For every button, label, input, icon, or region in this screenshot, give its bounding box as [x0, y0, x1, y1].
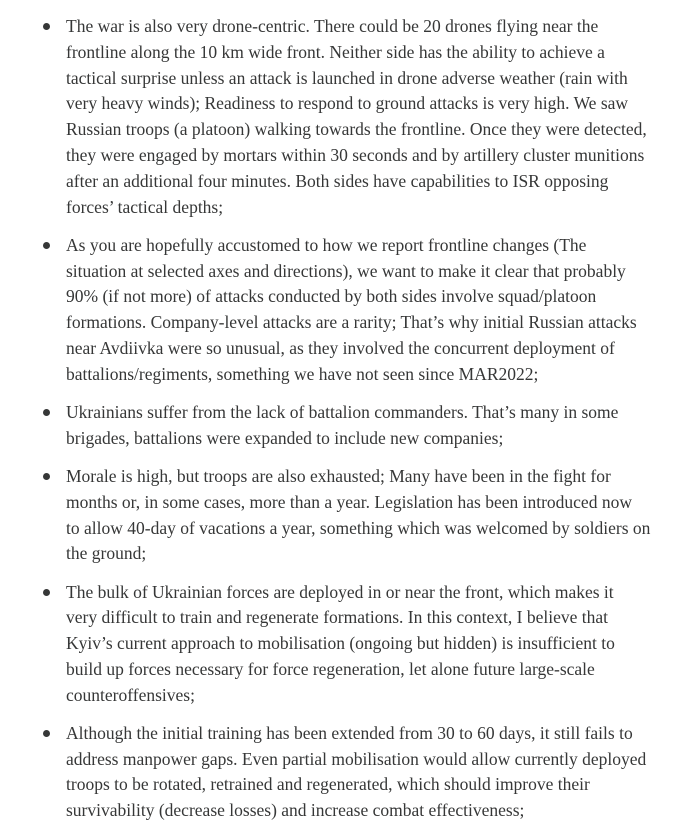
bullet-list: [0, 14, 693, 836]
list-item-text: Although the initial training has been extended from 30 to 60 days, it still fails to address manpower gaps. Even partial mobilisation would allow currently deployed troops to be rotated, retrained and regenerated, which should improve their survivability (decrease losses) and increase combat effectiveness;: [66, 722, 647, 821]
bullet-icon: [43, 242, 50, 249]
list-item-text: The bulk of Ukrainian forces are deployed in or near the front, which makes it very difficult to train and regenerate formations. In this context, I believe that Kyiv’s current approach to mobilisation (ongoing but hidden) is insufficient to build up forces necessary for force regeneration, let alone future large-scale counteroffensives;: [66, 581, 615, 705]
bullet-icon: [43, 730, 50, 737]
list-item: [0, 14, 693, 220]
bullet-icon: [43, 473, 50, 480]
bullet-icon: [43, 23, 50, 30]
list-item: [0, 233, 693, 388]
bullet-icon: [43, 409, 50, 416]
list-item-text: Morale is high, but troops are also exhausted; Many have been in the fight for months or, in some cases, more than a year. Legislation has been introduced now to allow 40-day of vacations a year, something which was welcomed by soldiers on the ground;: [66, 465, 651, 564]
list-item-text: As you are hopefully accustomed to how we report frontline changes (The situation at selected axes and directions), we want to make it clear that probably 90% (if not more) of attacks conducted by both sides involve squad/platoon formations. Company-level attacks are a rarity; That’s why initial Russian attacks near Avdiivka were so unusual, as they involved the concurrent deployment of battalions/regiments, something we have not seen since MAR2022;: [66, 234, 637, 384]
list-item: [0, 580, 693, 709]
list-item-text: The war is also very drone-centric. There could be 20 drones flying near the frontline along the 10 km wide front. Neither side has the ability to achieve a tactical surprise unless an attack is launched in drone adverse weather (rain with very heavy winds); Readiness to respond to ground attacks is very high. We saw Russian troops (a platoon) walking towards the frontline. Once they were detected, they were engaged by mortars within 30 seconds and by artillery cluster munitions after an additional four minutes. Both sides have capabilities to ISR opposing forces’ tactical depths;: [66, 16, 647, 217]
list-item: [0, 464, 693, 567]
bullet-icon: [43, 589, 50, 596]
list-item: [0, 721, 693, 824]
list-item-text: Ukrainians suffer from the lack of battalion commanders. That’s many in some brigades, battalions were expanded to include new companies;: [66, 401, 619, 448]
list-item: [0, 400, 693, 452]
